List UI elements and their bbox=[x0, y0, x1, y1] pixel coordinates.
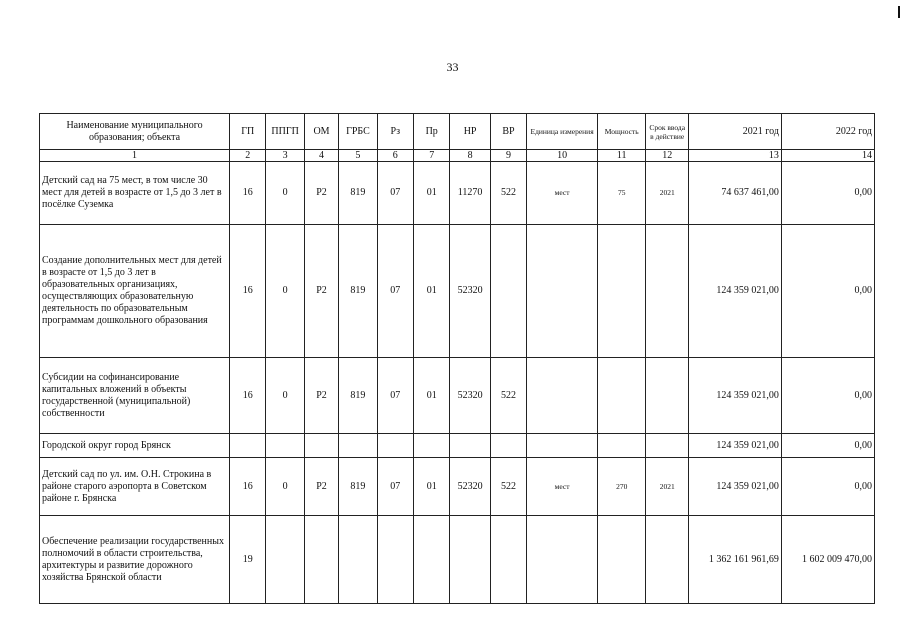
cell-om: Р2 bbox=[304, 358, 338, 434]
cell-grbs bbox=[339, 516, 377, 604]
col-number: 12 bbox=[646, 150, 688, 162]
cell-2021: 1 362 161 961,69 bbox=[688, 516, 781, 604]
cell-nr bbox=[450, 434, 490, 458]
header-deadline: Срок ввода в действие bbox=[646, 114, 688, 150]
col-number: 14 bbox=[781, 150, 874, 162]
cell-2022: 0,00 bbox=[781, 358, 874, 434]
cell-unit bbox=[527, 225, 598, 358]
cell-name: Субсидии на софинансирование капитальных вложений в объекты государственной (муниципальной) собственности bbox=[40, 358, 230, 434]
cell-grbs: 819 bbox=[339, 458, 377, 516]
cell-capacity bbox=[597, 516, 646, 604]
table-row bbox=[40, 358, 875, 434]
cell-name: Детский сад по ул. им. О.Н. Строкина в районе старого аэропорта в Советском районе г. Брянска bbox=[40, 458, 230, 516]
cell-unit: мест bbox=[527, 458, 598, 516]
cell-capacity bbox=[597, 358, 646, 434]
cell-unit bbox=[527, 434, 598, 458]
header-row bbox=[40, 114, 875, 150]
table-row bbox=[40, 516, 875, 604]
cell-pr: 01 bbox=[414, 358, 450, 434]
column-number-row bbox=[40, 150, 875, 162]
cell-vr bbox=[490, 516, 526, 604]
cell-name: Детский сад на 75 мест, в том числе 30 мест для детей в возрасте от 1,5 до 3 лет в посёлке Суземка bbox=[40, 162, 230, 225]
cell-nr: 11270 bbox=[450, 162, 490, 225]
cell-om: Р2 bbox=[304, 225, 338, 358]
cell-rz: 07 bbox=[377, 358, 413, 434]
page-number: 33 bbox=[446, 60, 459, 74]
cell-grbs bbox=[339, 434, 377, 458]
header-rz: Рз bbox=[377, 114, 413, 150]
cell-rz: 07 bbox=[377, 225, 413, 358]
cell-vr bbox=[490, 434, 526, 458]
header-2022: 2022 год bbox=[781, 114, 874, 150]
cell-2021: 124 359 021,00 bbox=[688, 225, 781, 358]
cell-unit bbox=[527, 358, 598, 434]
budget-table bbox=[39, 113, 875, 604]
cell-deadline bbox=[646, 358, 688, 434]
cell-name: Обеспечение реализации государственных полномочий в области строительства, архитектуры и развитие дорожного хозяйства Брянской области bbox=[40, 516, 230, 604]
cell-om: Р2 bbox=[304, 458, 338, 516]
cell-nr: 52320 bbox=[450, 225, 490, 358]
cell-om bbox=[304, 516, 338, 604]
cell-vr bbox=[490, 225, 526, 358]
cell-rz: 07 bbox=[377, 162, 413, 225]
cell-pr: 01 bbox=[414, 225, 450, 358]
header-om: ОМ bbox=[304, 114, 338, 150]
cell-ppgp: 0 bbox=[266, 225, 304, 358]
cell-2021: 124 359 021,00 bbox=[688, 458, 781, 516]
cell-grbs: 819 bbox=[339, 358, 377, 434]
col-number: 9 bbox=[490, 150, 526, 162]
col-number: 8 bbox=[450, 150, 490, 162]
cell-om: Р2 bbox=[304, 162, 338, 225]
col-number: 5 bbox=[339, 150, 377, 162]
cell-ppgp: 0 bbox=[266, 162, 304, 225]
cell-vr: 522 bbox=[490, 458, 526, 516]
col-number: 6 bbox=[377, 150, 413, 162]
cell-gp: 19 bbox=[230, 516, 266, 604]
header-2021: 2021 год bbox=[688, 114, 781, 150]
col-number: 1 bbox=[40, 150, 230, 162]
col-number: 13 bbox=[688, 150, 781, 162]
cell-unit: мест bbox=[527, 162, 598, 225]
cell-capacity bbox=[597, 225, 646, 358]
cell-ppgp: 0 bbox=[266, 458, 304, 516]
cell-2022: 0,00 bbox=[781, 458, 874, 516]
cell-grbs: 819 bbox=[339, 225, 377, 358]
cell-pr: 01 bbox=[414, 162, 450, 225]
header-vr: ВР bbox=[490, 114, 526, 150]
cell-rz bbox=[377, 516, 413, 604]
col-number: 4 bbox=[304, 150, 338, 162]
cell-capacity: 75 bbox=[597, 162, 646, 225]
table-row bbox=[40, 458, 875, 516]
cell-nr: 52320 bbox=[450, 358, 490, 434]
cell-pr bbox=[414, 516, 450, 604]
cell-gp: 16 bbox=[230, 162, 266, 225]
cell-2022: 0,00 bbox=[781, 225, 874, 358]
cell-name: Городской округ город Брянск bbox=[40, 434, 230, 458]
table-row bbox=[40, 162, 875, 225]
header-name: Наименование муниципального образования; объекта bbox=[40, 114, 230, 150]
cell-ppgp bbox=[266, 434, 304, 458]
header-ppgp: ППГП bbox=[266, 114, 304, 150]
table-row bbox=[40, 225, 875, 358]
cell-ppgp bbox=[266, 516, 304, 604]
cell-rz: 07 bbox=[377, 458, 413, 516]
cell-gp bbox=[230, 434, 266, 458]
header-unit: Единица измерения bbox=[527, 114, 598, 150]
table-row bbox=[40, 434, 875, 458]
col-number: 11 bbox=[597, 150, 646, 162]
cell-ppgp: 0 bbox=[266, 358, 304, 434]
cell-gp: 16 bbox=[230, 358, 266, 434]
cell-unit bbox=[527, 516, 598, 604]
cell-vr: 522 bbox=[490, 358, 526, 434]
cell-deadline bbox=[646, 516, 688, 604]
cell-nr: 52320 bbox=[450, 458, 490, 516]
cell-nr bbox=[450, 516, 490, 604]
cell-deadline bbox=[646, 434, 688, 458]
header-grbs: ГРБС bbox=[339, 114, 377, 150]
header-pr: Пр bbox=[414, 114, 450, 150]
cell-2021: 124 359 021,00 bbox=[688, 358, 781, 434]
cell-deadline: 2021 bbox=[646, 458, 688, 516]
edge-mark bbox=[898, 6, 900, 18]
cell-pr: 01 bbox=[414, 458, 450, 516]
cell-capacity bbox=[597, 434, 646, 458]
cell-gp: 16 bbox=[230, 458, 266, 516]
cell-rz bbox=[377, 434, 413, 458]
col-number: 2 bbox=[230, 150, 266, 162]
header-nr: НР bbox=[450, 114, 490, 150]
cell-om bbox=[304, 434, 338, 458]
cell-2021: 74 637 461,00 bbox=[688, 162, 781, 225]
cell-pr bbox=[414, 434, 450, 458]
cell-name: Создание дополнительных мест для детей в возрасте от 1,5 до 3 лет в образовательных организациях, осуществляющих образовательную деятельность по образовательным программам дошкольного образования bbox=[40, 225, 230, 358]
cell-gp: 16 bbox=[230, 225, 266, 358]
col-number: 7 bbox=[414, 150, 450, 162]
cell-2022: 1 602 009 470,00 bbox=[781, 516, 874, 604]
col-number: 3 bbox=[266, 150, 304, 162]
cell-capacity: 270 bbox=[597, 458, 646, 516]
col-number: 10 bbox=[527, 150, 598, 162]
cell-2021: 124 359 021,00 bbox=[688, 434, 781, 458]
cell-deadline: 2021 bbox=[646, 162, 688, 225]
header-capacity: Мощность bbox=[597, 114, 646, 150]
header-gp: ГП bbox=[230, 114, 266, 150]
cell-2022: 0,00 bbox=[781, 162, 874, 225]
cell-deadline bbox=[646, 225, 688, 358]
cell-vr: 522 bbox=[490, 162, 526, 225]
cell-2022: 0,00 bbox=[781, 434, 874, 458]
cell-grbs: 819 bbox=[339, 162, 377, 225]
